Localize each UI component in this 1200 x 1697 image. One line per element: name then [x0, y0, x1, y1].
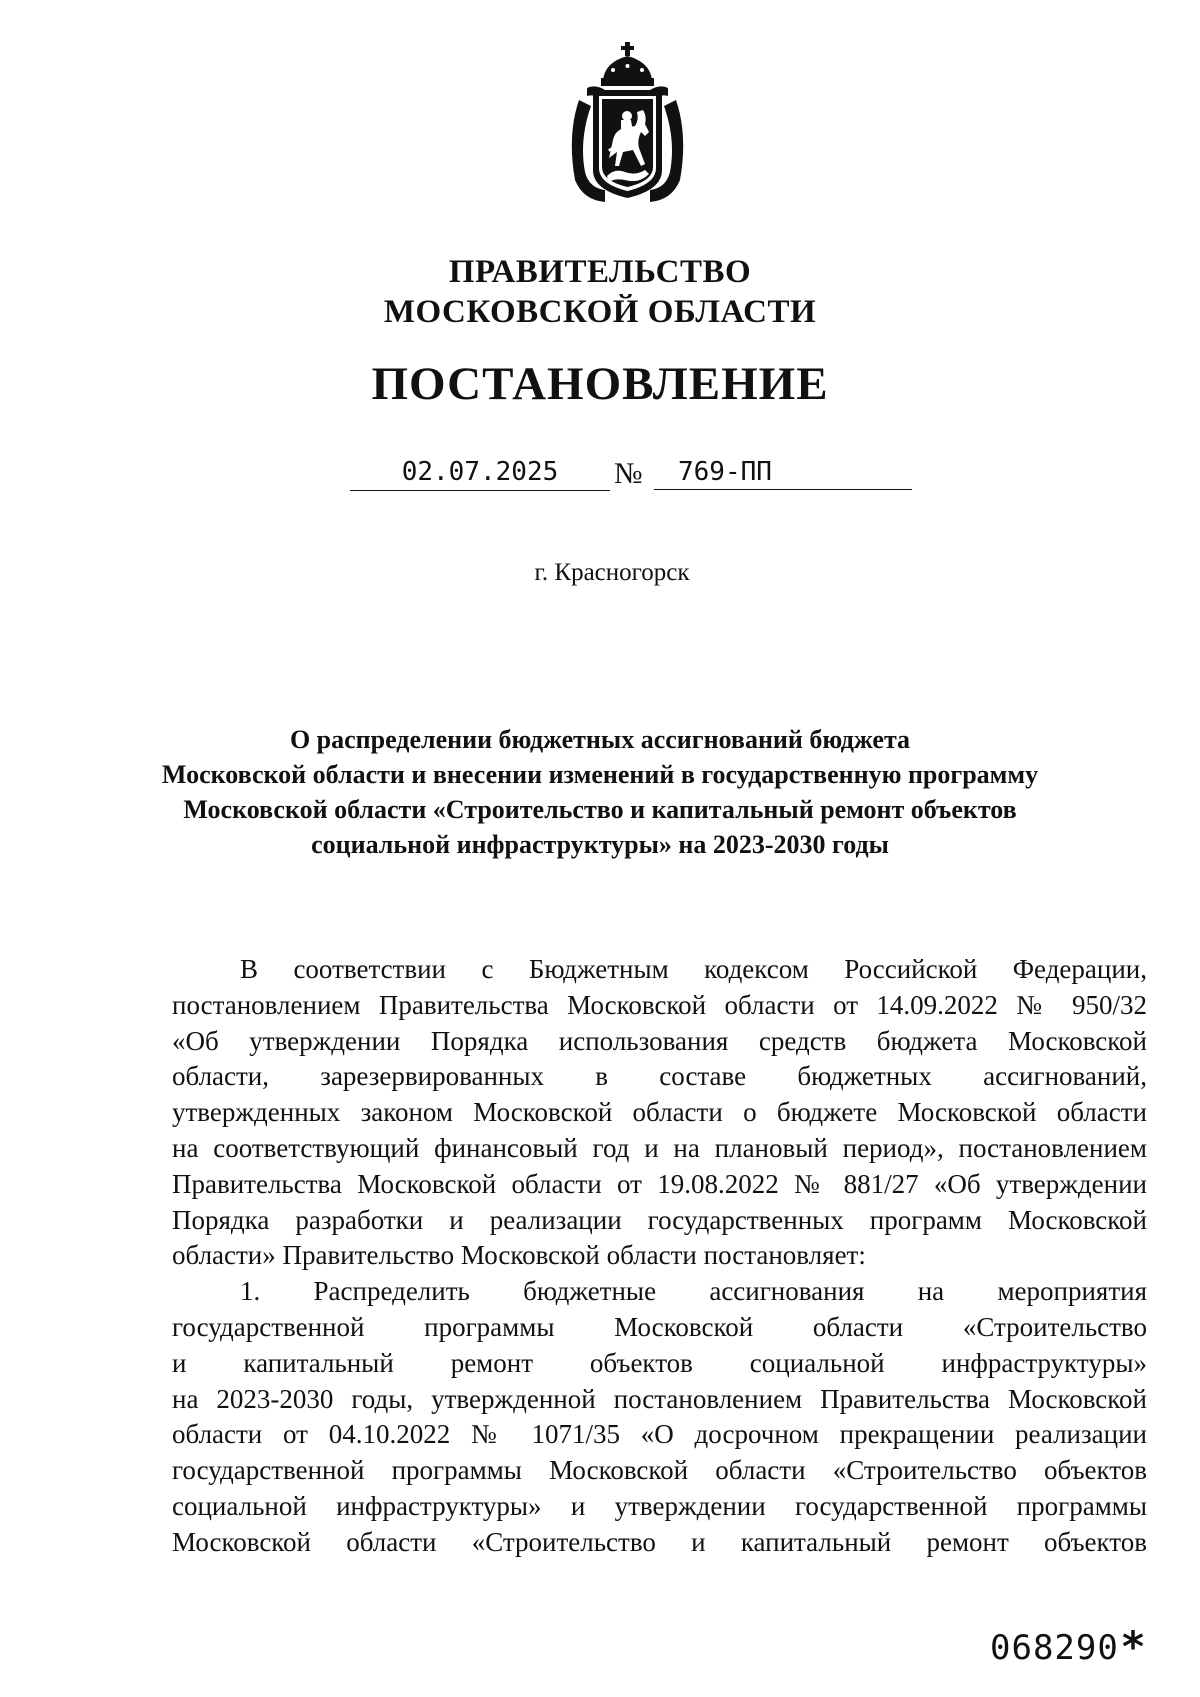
body-line: Порядка разработки и реализации государственных программ Московской [172, 1204, 1147, 1235]
subject-line: Московской области и внесении изменений в государственную программу [161, 760, 1039, 789]
body-line: 1. Распределить бюджетные ассигнования на мероприятия [240, 1276, 1147, 1307]
body-line: Московской области «Строительство и капитальный ремонт объектов [172, 1526, 1147, 1557]
body-line: области, зарезервированных в составе бюджетных ассигнований, [172, 1061, 1147, 1092]
body-line: социальной инфраструктуры» и утверждении государственной программы [172, 1490, 1147, 1521]
coat-of-arms-emblem [565, 40, 690, 210]
subject-line: Московской области «Строительство и капитальный ремонт объектов [183, 795, 1017, 824]
body-line: государственной программы Московской области «Строительство объектов [172, 1455, 1147, 1486]
document-date: 02.07.2025 [350, 454, 610, 491]
body-line: утвержденных законом Московской области о бюджете Московской области [172, 1097, 1147, 1128]
body-line: государственной программы Московской области «Строительство [172, 1311, 1147, 1342]
body-line: на 2023-2030 годы, утвержденной постановлением Правительства Московской [172, 1383, 1147, 1414]
body-line: Правительства Московской области от 19.08.2022 № 881/27 «Об утверждении [172, 1168, 1147, 1199]
subject-line: социальной инфраструктуры» на 2023-2030 годы [311, 830, 889, 859]
document-body [172, 952, 1147, 1561]
government-title-line1: ПРАВИТЕЛЬСТВО [448, 254, 752, 290]
serial-number: 068290 [990, 1628, 1119, 1668]
body-line: и капитальный ремонт объектов социальной инфраструктуры» [172, 1347, 1147, 1378]
subject-line: О распределении бюджетных ассигнований бюджета [289, 725, 911, 754]
document-number: 769-ПП [654, 454, 912, 490]
number-sign: № [614, 457, 643, 490]
body-line: на соответствующий финансовый год и на плановый период», постановлением [172, 1132, 1147, 1163]
body-line: области» Правительство Московской области постановляет: [172, 1240, 866, 1271]
body-line: В соответствии с Бюджетным кодексом Российской Федерации, [240, 954, 1147, 984]
body-line: «Об утверждении Порядка использования средств бюджета Московской [172, 1025, 1147, 1056]
body-line: постановлением Правительства Московской области от 14.09.2022 № 950/32 [172, 989, 1147, 1020]
government-title-line2: МОСКОВСКОЙ ОБЛАСТИ [383, 294, 817, 330]
issue-city: г. Красногорск [534, 559, 690, 586]
body-line: области от 04.10.2022 № 1071/35 «О досрочном прекращении реализации [172, 1419, 1147, 1450]
document-type: ПОСТАНОВЛЕНИЕ [371, 358, 829, 410]
document-subject [140, 722, 1060, 862]
asterisk-mark: * [1122, 1622, 1144, 1671]
